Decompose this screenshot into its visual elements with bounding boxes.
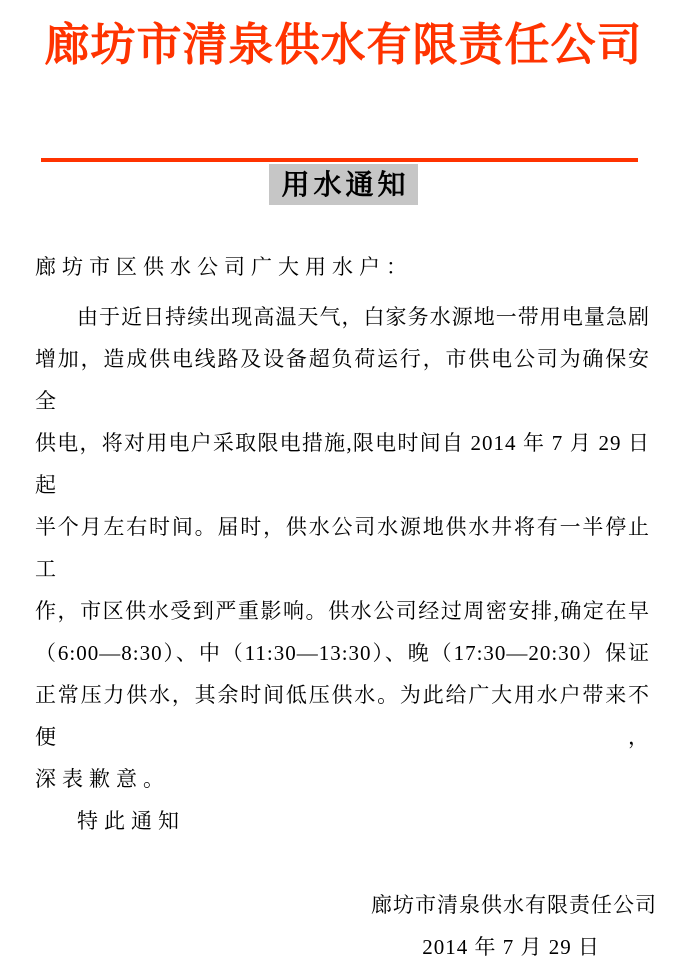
paragraph-line: 半个月左右时间。届时，供水公司水源地供水井将有一半停止工 [35, 515, 650, 581]
paragraph-line: 供电，将对用电户采取限电措施,限电时间自 2014 年 7 月 29 日起 [35, 431, 650, 497]
notice-heading-row [0, 164, 687, 205]
company-letterhead-title: 廊坊市清泉供水有限责任公司 [44, 20, 643, 70]
paragraph-line: 增加，造成供电线路及设备超负荷运行，市供电公司为确保安全 [35, 347, 650, 413]
notice-body [35, 246, 650, 842]
paragraph-line: 正常压力供水，其余时间低压供水。为此给广大用水户带来不便， [35, 683, 650, 749]
signature-date: 2014 年 7 月 29 日 [422, 935, 600, 959]
paragraph-line: 由于近日持续出现高温天气，白家务水源地一带用电量急剧 [77, 305, 650, 329]
water-notice-document [0, 16, 687, 959]
notice-heading: 用水通知 [269, 164, 417, 205]
salutation-line: 廊坊市区供水公司广大用水户： [35, 255, 413, 279]
paragraph-line: （6:00—8:30）、中（11:30—13:30）、晚（17:30—20:30）保证 [35, 641, 650, 665]
notice-paragraph [35, 296, 650, 800]
paragraph-line: 深表歉意。 [35, 767, 170, 791]
signature-block [0, 884, 687, 968]
red-divider-line [41, 158, 638, 162]
signature-company: 廊坊市清泉供水有限责任公司 [371, 893, 657, 917]
closing-line: 特此通知 [77, 809, 185, 833]
paragraph-line: 作，市区供水受到严重影响。供水公司经过周密安排,确定在早 [35, 599, 650, 623]
